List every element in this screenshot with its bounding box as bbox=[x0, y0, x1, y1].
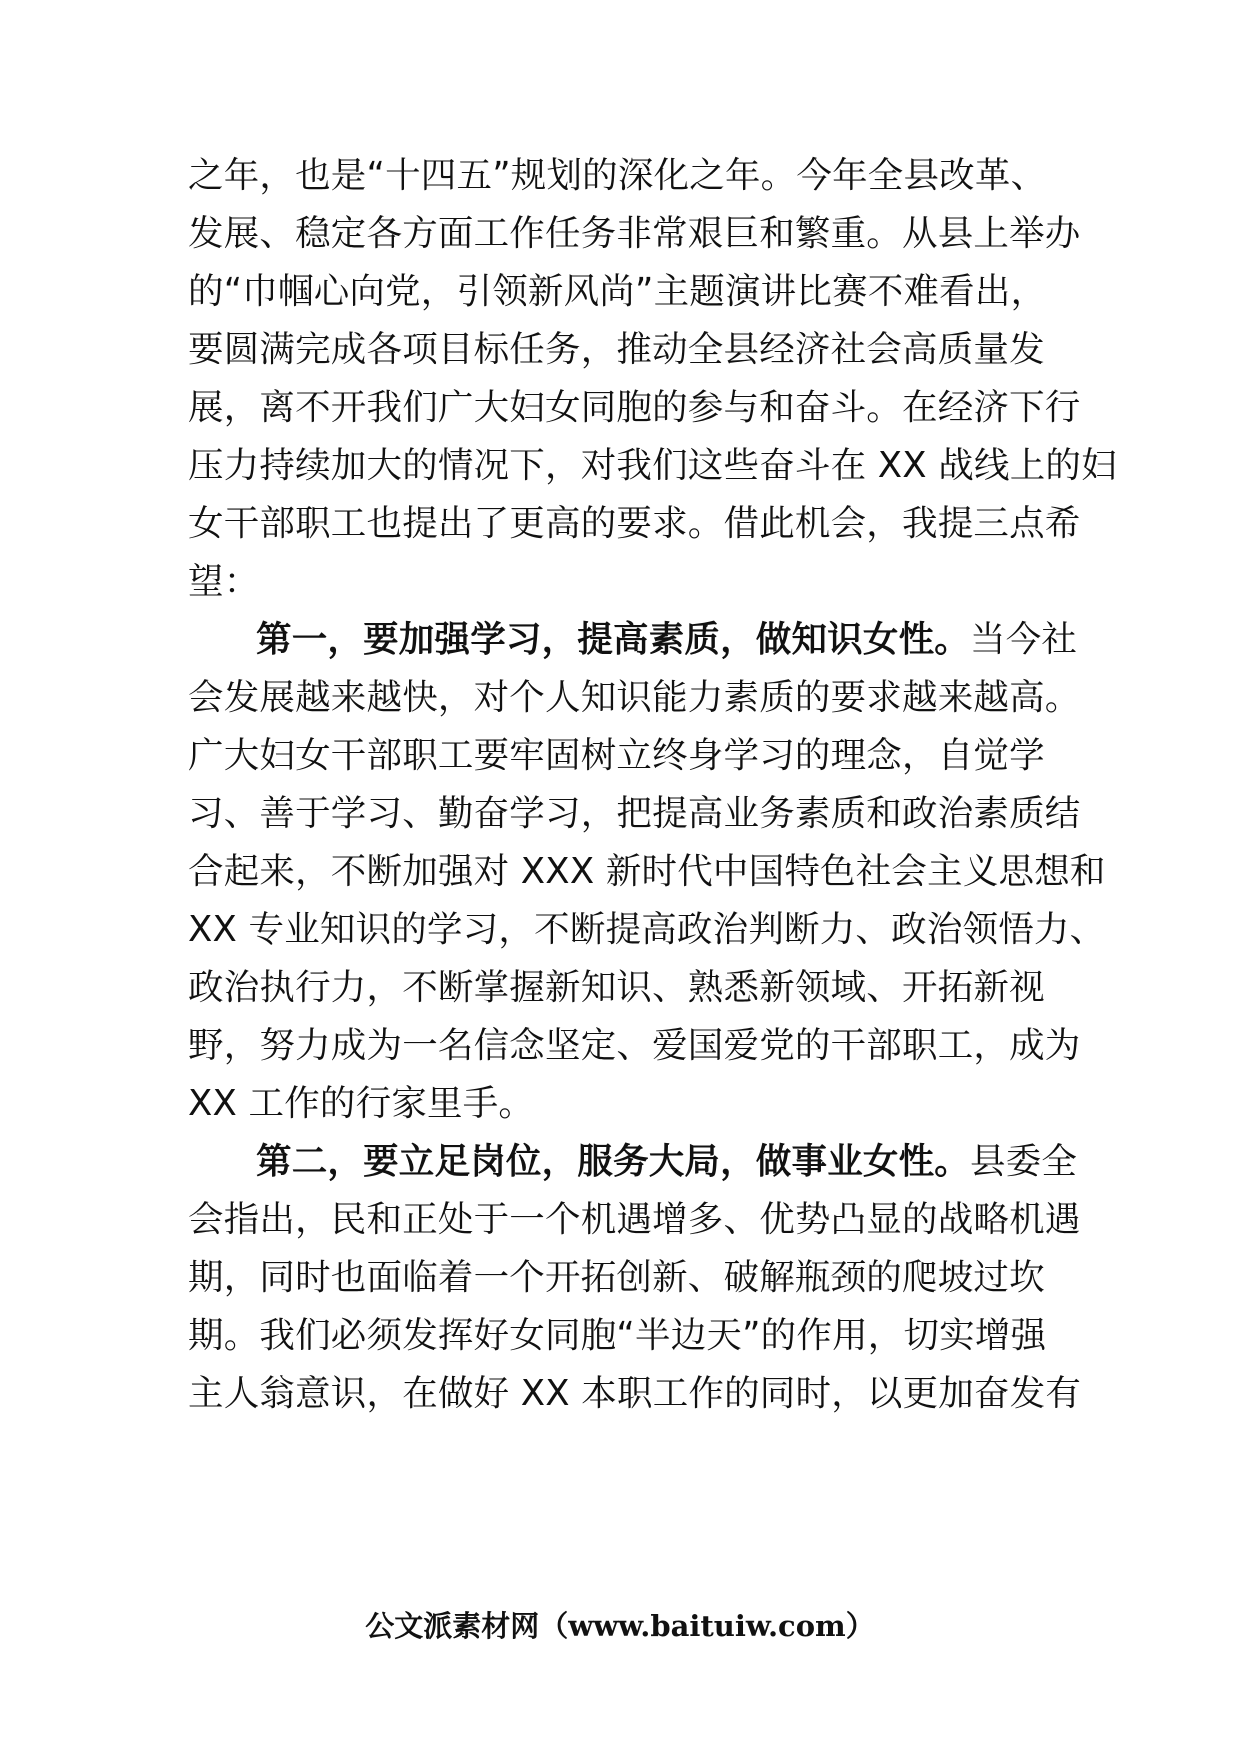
point-one-first-line bbox=[256, 618, 1078, 662]
body-text-line: 展，离不开我们广大妇女同胞的参与和奋斗。在经济下行 bbox=[188, 387, 1081, 428]
body-text-line: 合起来，不断加强对 XXX 新时代中国特色社会主义思想和 bbox=[188, 851, 1106, 892]
body-text-line: XX 工作的行家里手。 bbox=[188, 1083, 535, 1124]
body-text-line: 女干部职工也提出了更高的要求。借此机会，我提三点希 bbox=[188, 503, 1081, 544]
body-text-line: 之年，也是“十四五”规划的深化之年。今年全县改革、 bbox=[188, 155, 1047, 196]
body-text-line: 的“巾帼心向党，引领新风尚”主题演讲比赛不难看出， bbox=[188, 271, 1047, 312]
body-text-line: 广大妇女干部职工要牢固树立终身学习的理念，自觉学 bbox=[188, 735, 1045, 776]
body-text-line: 会发展越来越快，对个人知识能力素质的要求越来越高。 bbox=[188, 677, 1081, 718]
body-text-line: 要圆满完成各项目标任务，推动全县经济社会高质量发 bbox=[188, 329, 1045, 370]
footer-watermark-text: 公文派素材网（www.baituiw.com） bbox=[365, 1609, 875, 1643]
point-two-text: 县委全 bbox=[970, 1141, 1078, 1182]
body-text-line: 期。我们必须发挥好女同胞“半边天”的作用，切实增强 bbox=[188, 1315, 1047, 1356]
body-text-line: 期，同时也面临着一个开拓创新、破解瓶颈的爬坡过坎 bbox=[188, 1257, 1045, 1298]
point-one-heading: 第一，要加强学习，提高素质，做知识女性。 bbox=[256, 619, 971, 660]
point-two-heading: 第二，要立足岗位，服务大局，做事业女性。 bbox=[256, 1141, 971, 1182]
body-text-line: 会指出，民和正处于一个机遇增多、优势凸显的战略机遇 bbox=[188, 1199, 1081, 1240]
body-text-line: 发展、稳定各方面工作任务非常艰巨和繁重。从县上举办 bbox=[188, 213, 1081, 254]
body-text-line: 望： bbox=[188, 561, 260, 602]
body-text-line: 压力持续加大的情况下，对我们这些奋斗在 XX 战线上的妇 bbox=[188, 445, 1117, 486]
point-two-first-line bbox=[256, 1140, 1078, 1184]
body-text-line: 政治执行力，不断掌握新知识、熟悉新领域、开拓新视 bbox=[188, 967, 1045, 1008]
point-one-text: 当今社 bbox=[970, 619, 1078, 660]
body-text-line: XX 专业知识的学习，不断提高政治判断力、政治领悟力、 bbox=[188, 909, 1106, 950]
body-text-line: 主人翁意识，在做好 XX 本职工作的同时，以更加奋发有 bbox=[188, 1373, 1082, 1414]
body-text-line: 野，努力成为一名信念坚定、爱国爱党的干部职工，成为 bbox=[188, 1025, 1081, 1066]
body-text-line: 习、善于学习、勤奋学习，把提高业务素质和政治素质结 bbox=[188, 793, 1081, 834]
